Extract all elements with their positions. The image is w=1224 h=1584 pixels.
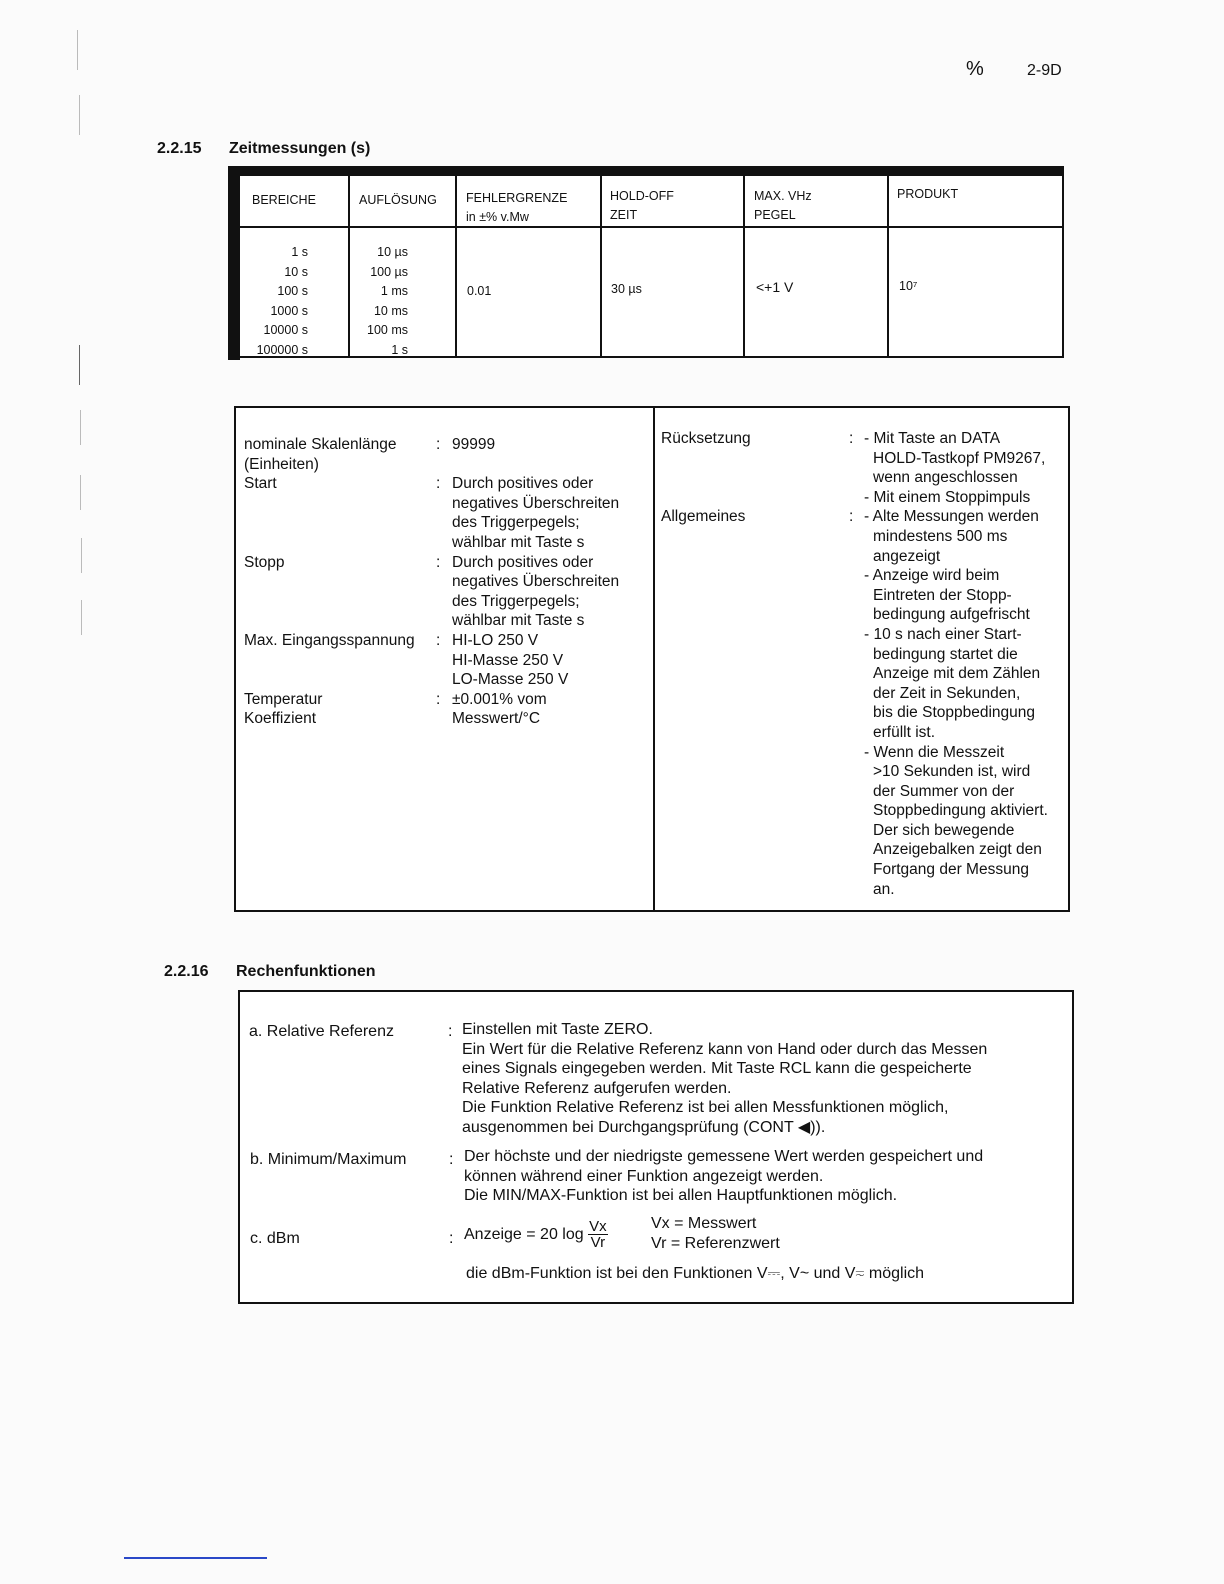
- spec-value: wählbar mit Taste s: [452, 612, 585, 630]
- spec-label: Koeffizient: [244, 710, 317, 728]
- produkt-value: 10⁷: [899, 279, 918, 293]
- header-max-vhz: MAX. VHz PEGEL: [754, 189, 812, 222]
- scan-mark: [81, 538, 82, 573]
- spec-value: Eintreten der Stopp-: [873, 586, 1012, 604]
- spec-value: - Mit Taste an DATA: [864, 430, 1001, 447]
- spec-value: Fortgang der Messung: [873, 861, 1029, 879]
- spec-value: angezeigt: [873, 547, 941, 565]
- spec-value: an.: [873, 880, 895, 898]
- formula-fraction: $\frac{Vx}{Vr}$: [589, 1218, 607, 1252]
- spec-row: [661, 625, 1066, 645]
- col-divider: [743, 174, 745, 356]
- item-b-text: Der höchste und der niedrigste gemessene Wert werden gespeichert und können während einer Funktion angezeigt werden. Die MIN/MAX-Funktion ist bei allen Hauptfunktionen möglich.: [464, 1148, 984, 1205]
- spec-separator: :: [436, 475, 441, 493]
- spec-left-column: [244, 435, 644, 729]
- spec-value: mindestens 500 ms: [873, 527, 1008, 545]
- spec-row: [661, 840, 1066, 860]
- header-fehlergrenze: FEHLERGRENZE in ±% v.Mw: [466, 191, 568, 224]
- spec-row: [661, 527, 1066, 547]
- spec-row: [661, 801, 1066, 821]
- range-value: 100 s: [277, 284, 308, 299]
- spec-row: [244, 611, 644, 631]
- col-divider: [348, 174, 350, 356]
- resolution-value: 10 ms: [373, 303, 408, 318]
- spec-value: bedingung aufgefrischt: [873, 606, 1030, 624]
- spec-row: [661, 605, 1066, 625]
- spec-row: [244, 651, 644, 671]
- spec-row: [661, 664, 1066, 684]
- spec-value: HOLD-Tastkopf PM9267,: [873, 449, 1046, 467]
- spec-row: [244, 631, 644, 651]
- calc-functions-box: [238, 990, 1074, 1304]
- spec-value: - Mit einem Stoppimpuls: [864, 488, 1031, 506]
- spec-row: [244, 592, 644, 612]
- spec-row: [661, 488, 1066, 508]
- resolution-value: 100 ms: [367, 323, 408, 338]
- spec-value: ±0.001% vom: [452, 690, 547, 708]
- spec-value: bis die Stoppbedingung: [873, 704, 1036, 722]
- spec-label: Max. Eingangsspannung: [244, 631, 415, 649]
- spec-label: Stopp: [244, 553, 285, 571]
- spec-separator: :: [436, 436, 441, 453]
- dbm-definitions: Vx = Messwert Vr = Referenzwert: [651, 1215, 780, 1252]
- resolution-value: 1 s: [391, 342, 408, 357]
- spec-separator: :: [436, 553, 441, 571]
- spec-row: [661, 645, 1066, 665]
- spec-label: Temperatur: [244, 690, 323, 708]
- resolution-value: 100 µs: [370, 264, 408, 279]
- dbm-note: die dBm-Funktion ist bei den Funktionen V⎓, V~ und V≂ möglich: [466, 1265, 925, 1282]
- header-holdoff: HOLD-OFF ZEIT: [610, 189, 674, 222]
- item-a-label: a. Relative Referenz: [249, 1023, 394, 1040]
- range-value: 1 s: [291, 245, 308, 259]
- spec-row: [661, 586, 1066, 606]
- spec-value: erfüllt ist.: [873, 723, 936, 741]
- spec-row: [244, 572, 644, 592]
- spec-row: [661, 684, 1066, 704]
- max-pegel-value: <+1 V: [756, 279, 794, 295]
- spec-value: 99999: [452, 436, 496, 453]
- spec-row: [244, 435, 644, 455]
- spec-row: [244, 455, 644, 475]
- spec-row: [244, 494, 644, 514]
- header-produkt: PRODUKT: [897, 187, 959, 201]
- colon: :: [449, 1230, 454, 1247]
- table-left-bar: [228, 172, 240, 360]
- spec-row: [661, 703, 1066, 723]
- column-divider: [653, 408, 655, 910]
- spec-label: nominale Skalenlänge: [244, 436, 397, 453]
- col-divider: [600, 174, 602, 356]
- spec-label: Allgemeines: [661, 508, 746, 526]
- scan-mark: [77, 30, 78, 70]
- colon: :: [449, 1151, 454, 1168]
- item-c-label: c. dBm: [250, 1230, 300, 1247]
- table-header-divider: [230, 226, 1062, 228]
- spec-value: - 10 s nach einer Start-: [864, 625, 1022, 643]
- spec-row: [244, 670, 644, 690]
- spec-right-column: [661, 429, 1066, 899]
- spec-value: bedingung startet die: [873, 645, 1018, 663]
- spec-row: [244, 690, 644, 710]
- holdoff-value: 30 µs: [611, 282, 642, 296]
- spec-value: Anzeige mit dem Zählen: [873, 665, 1041, 683]
- spec-label: Rücksetzung: [661, 430, 751, 447]
- spec-value: Der sich bewegende: [873, 821, 1015, 839]
- spec-value: - Alte Messungen werden: [864, 508, 1039, 526]
- range-value: 10000 s: [263, 323, 308, 338]
- scan-mark: [79, 345, 80, 385]
- spec-row: [661, 547, 1066, 567]
- spec-value: - Wenn die Messzeit: [864, 743, 1005, 761]
- spec-value: des Triggerpegels;: [452, 514, 580, 532]
- scan-mark: [79, 95, 80, 135]
- header-bereiche: BEREICHE: [252, 193, 316, 207]
- ranges-column: [250, 243, 308, 361]
- spec-separator: :: [436, 631, 441, 649]
- spec-value: >10 Sekunden ist, wird: [873, 763, 1031, 781]
- spec-separator: :: [849, 508, 854, 526]
- spec-value: wenn angeschlossen: [873, 469, 1018, 487]
- page-symbol: %: [966, 58, 984, 80]
- scan-mark: [80, 410, 81, 445]
- resolution-value: 1 ms: [380, 284, 408, 299]
- spec-value: wählbar mit Taste s: [452, 533, 585, 551]
- spec-value: der Summer von der: [873, 782, 1015, 800]
- spec-row: [661, 429, 1066, 449]
- spec-value: Messwert/°C: [452, 710, 541, 728]
- spec-row: [661, 743, 1066, 763]
- time-spec-table: [228, 172, 1064, 358]
- spec-value: HI-Masse 250 V: [452, 651, 564, 669]
- spec-separator: :: [849, 430, 854, 447]
- spec-row: [661, 566, 1066, 586]
- spec-row: [661, 468, 1066, 488]
- spec-row: [661, 860, 1066, 880]
- spec-value: des Triggerpegels;: [452, 592, 580, 610]
- footer-rule: [124, 1557, 267, 1559]
- colon: :: [448, 1023, 453, 1040]
- spec-row: [244, 474, 644, 494]
- spec-row: [244, 709, 644, 729]
- item-b-label: b. Minimum/Maximum: [250, 1151, 407, 1168]
- spec-separator: :: [436, 690, 441, 708]
- spec-value: - Anzeige wird beim: [864, 567, 1000, 585]
- col-divider: [887, 174, 889, 356]
- spec-value: Durch positives oder: [452, 475, 594, 493]
- scan-mark: [80, 475, 81, 510]
- section-title: Rechenfunktionen: [236, 963, 376, 980]
- spec-label: (Einheiten): [244, 455, 319, 473]
- spec-value: negatives Überschreiten: [452, 494, 620, 512]
- spec-row: [661, 723, 1066, 743]
- header-aufloesung: AUFLÖSUNG: [359, 193, 437, 207]
- spec-row: [244, 533, 644, 553]
- spec-label: Start: [244, 475, 277, 493]
- spec-value: LO-Masse 250 V: [452, 671, 569, 689]
- col-divider: [455, 174, 457, 356]
- spec-row: [661, 762, 1066, 782]
- page-number: 2-9D: [1027, 62, 1062, 79]
- resolution-column: [360, 243, 408, 361]
- range-value: 100000 s: [256, 342, 308, 357]
- table-top-bar: [228, 166, 1064, 176]
- spec-row: [661, 880, 1066, 900]
- spec-row: [661, 449, 1066, 469]
- item-a-text: Einstellen mit Taste ZERO. Ein Wert für die Relative Referenz kann von Hand oder durch das Messen eines Signals eingegeben werden. Mit Taste RCL kann die gespeicherte Relative Referenz aufgerufen werden. Die Funktion Relative Referenz ist bei allen Messfunktionen möglich, ausgenommen bei Durchgangsprüfung (CONT ◀)).: [462, 1021, 988, 1136]
- scan-mark: [81, 600, 82, 635]
- section-title: Zeitmessungen (s): [229, 140, 371, 157]
- spec-value: HI-LO 250 V: [452, 631, 539, 649]
- spec-value: Durch positives oder: [452, 553, 594, 571]
- spec-row: [661, 782, 1066, 802]
- spec-row: [661, 821, 1066, 841]
- section-number: 2.2.15: [157, 140, 202, 157]
- fehlergrenze-value: 0.01: [467, 284, 492, 298]
- spec-row: [661, 507, 1066, 527]
- spec-value: Anzeigebalken zeigt den: [873, 841, 1042, 859]
- time-spec-details: [234, 406, 1070, 912]
- range-value: 10 s: [284, 264, 308, 279]
- resolution-value: 10 µs: [377, 245, 408, 259]
- spec-value: der Zeit in Sekunden,: [873, 684, 1021, 702]
- spec-row: [244, 513, 644, 533]
- section-number: 2.2.16: [164, 963, 209, 980]
- spec-row: [244, 553, 644, 573]
- range-value: 1000 s: [270, 303, 308, 318]
- dbm-formula: Anzeige = 20 log $\frac{Vx}{Vr}$: [464, 1218, 607, 1252]
- spec-value: negatives Überschreiten: [452, 573, 620, 591]
- spec-value: Stoppbedingung aktiviert.: [873, 802, 1048, 820]
